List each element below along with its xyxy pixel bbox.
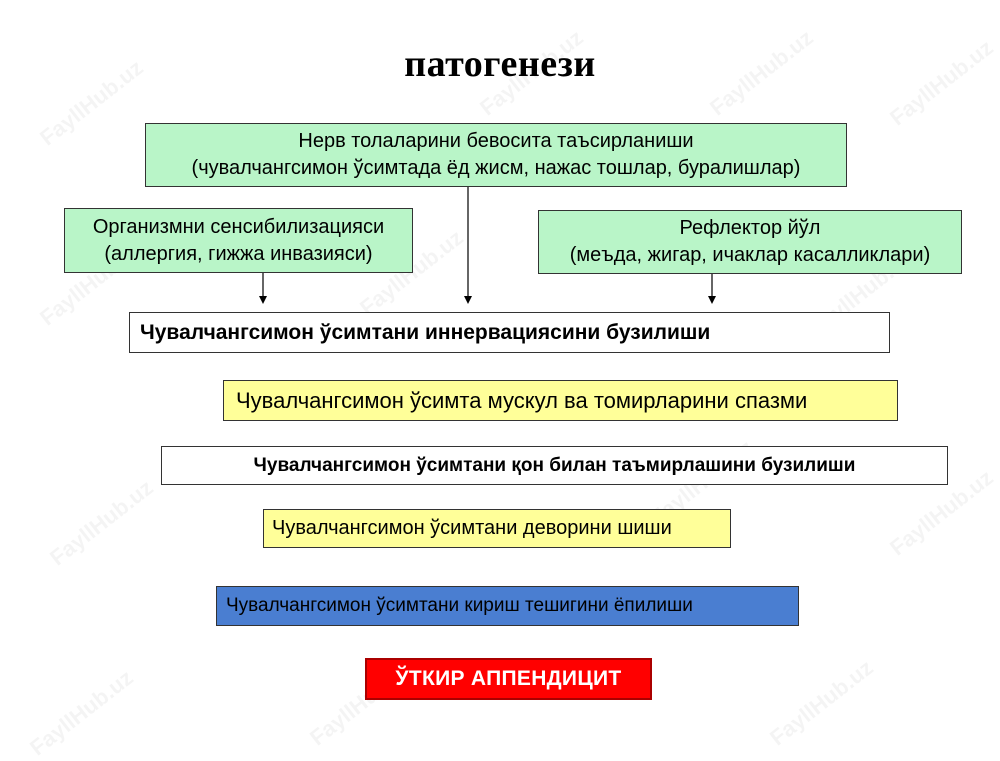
box-line: Нерв толаларини бевосита таъсирланиши <box>298 130 694 152</box>
box-sensitization <box>64 208 413 273</box>
box-line: Рефлектор йўл <box>679 217 821 239</box>
box-text: Чувалчангсимон ўсимтани кириш тешигини ёпилиши <box>226 595 693 616</box>
arrow-reflex-to-innervation <box>708 274 716 304</box>
page-title: патогенези <box>404 43 596 85</box>
box-line: (аллергия, гижжа инвазияси) <box>104 242 373 265</box>
box-line: (меъда, жигар, ичаклар касалликлари) <box>569 244 931 266</box>
box-acute-appendicitis <box>365 658 652 700</box>
box-line: (чувалчангсимон ўсимтада ёд жисм, нажас тошлар, буралишлар) <box>191 157 801 179</box>
arrow-sensitization-to-innervation <box>259 273 267 304</box>
box-text: Чувалчангсимон ўсимтани деворини шиши <box>272 517 672 539</box>
arrow-top-to-innervation <box>464 187 472 304</box>
box-blood-supply-disorder <box>161 446 948 485</box>
box-direct-irritation <box>145 123 847 187</box>
box-opening-closure <box>216 586 799 626</box>
box-text: Чувалчангсимон ўсимта мускул ва томирларини спазми <box>236 387 808 413</box>
box-spasm <box>223 380 898 421</box>
box-line: Организмни сенсибилизацияси <box>92 215 385 238</box>
box-text: Чувалчангсимон ўсимтани иннервациясини бузилиши <box>140 320 711 344</box>
box-text: ЎТКИР АППЕНДИЦИТ <box>395 667 622 690</box>
box-wall-swelling <box>263 509 731 548</box>
box-reflex-path <box>538 210 962 274</box>
box-innervation-disorder <box>129 312 890 353</box>
box-text: Чувалчангсимон ўсимтани қон билан таъмирлашини бузилиши <box>253 454 856 476</box>
